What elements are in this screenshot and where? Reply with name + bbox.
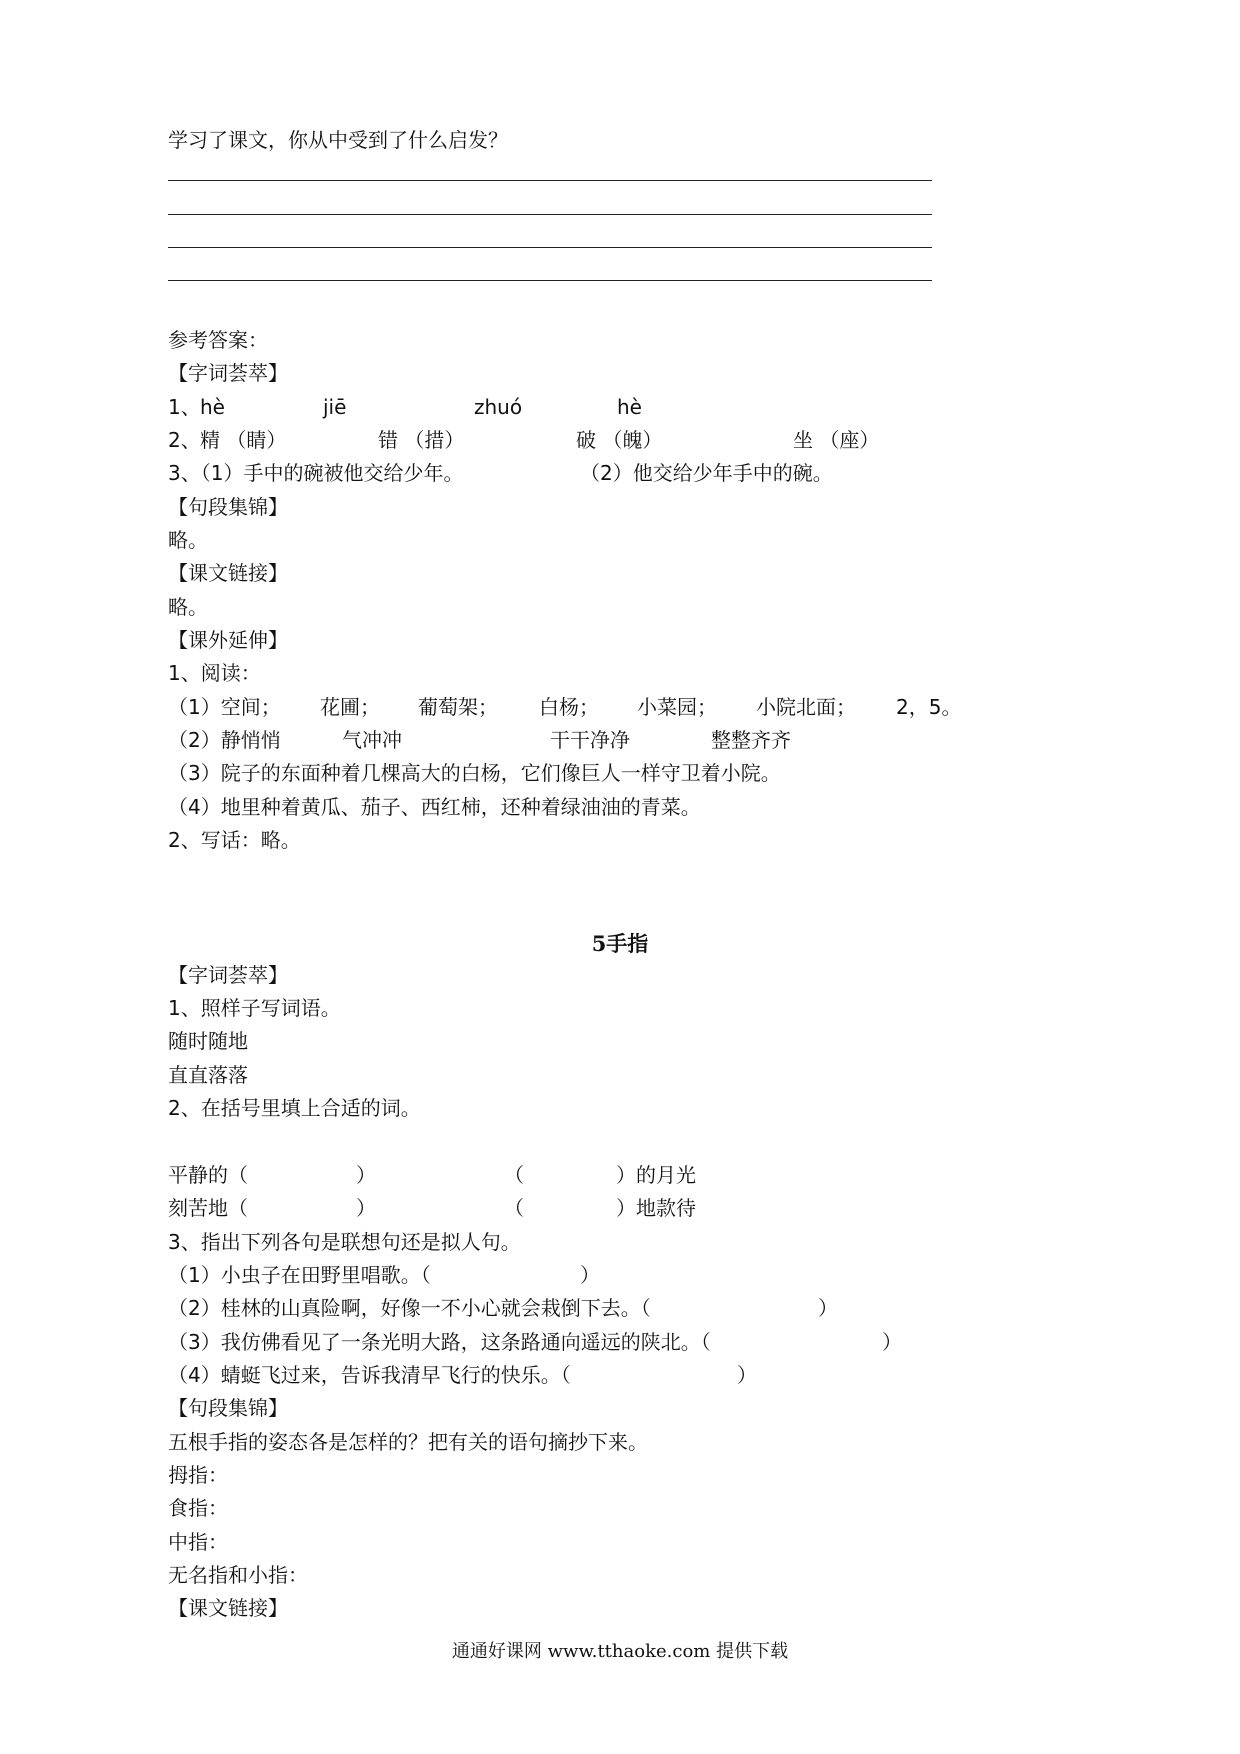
reading-answer-2: 气冲冲 [342, 728, 402, 752]
writing-answer: 2、写话：略。 [168, 828, 301, 852]
reading-answer-2: 干干净净 [550, 728, 630, 752]
fill-blank-2b: ） [356, 1196, 376, 1220]
pinyin-answer: hè [617, 395, 642, 419]
fill-blank-1b: ） [356, 1163, 376, 1187]
sentence-1-close: ） [580, 1263, 600, 1287]
section-heading: 【字词荟萃】 [168, 963, 288, 987]
writing-line [168, 214, 932, 215]
reading-answer-1: 白杨； [539, 695, 599, 719]
char-answer: 坐 （座） [793, 428, 880, 452]
pinyin-answer: hè [200, 395, 225, 419]
page-footer: 通通好课网 www.tthaoke.com 提供下载 [451, 1641, 789, 1662]
sentence-2-close: ） [818, 1296, 838, 1320]
reading-answer-1: （1）空间； [168, 695, 281, 719]
question-3: 3、指出下列各句是联想句还是拟人句。 [168, 1230, 521, 1254]
reading-answer-2: （2）静悄悄 [168, 728, 281, 752]
pinyin-answer: zhuó [474, 395, 523, 419]
writing-line [168, 280, 932, 281]
fill-blank-2c: （ [504, 1196, 524, 1220]
reading-answer-1: 葡萄架； [418, 695, 498, 719]
answer-3b: （2）他交给少年手中的碗。 [580, 461, 833, 485]
question-1: 1、照样子写词语。 [168, 996, 341, 1020]
section-heading: 【课外延伸】 [168, 628, 288, 652]
char-answer: 精 （睛） [200, 428, 287, 452]
reading-answer-4: （4）地里种着黄瓜、茄子、西红柿，还种着绿油油的青菜。 [168, 795, 701, 819]
section-heading: 【句段集锦】 [168, 1396, 288, 1420]
ring-little-finger-label: 无名指和小指： [168, 1563, 308, 1587]
question-4: 五根手指的姿态各是怎样的？把有关的语句摘抄下来。 [168, 1430, 648, 1454]
fill-blank-1a: 平静的（ [168, 1163, 248, 1187]
answer-3a: 3、（1）手中的碗被他交给少年。 [168, 461, 464, 485]
thumb-label: 拇指： [168, 1463, 228, 1487]
section-heading: 【字词荟萃】 [168, 361, 288, 385]
reflection-prompt: 学习了课文，你从中受到了什么启发？ [168, 128, 508, 152]
section-heading: 【课文链接】 [168, 561, 288, 585]
char-answer: 错 （措） [378, 428, 465, 452]
example-word: 直直落落 [168, 1063, 248, 1087]
reading-answer-1: 花圃； [320, 695, 380, 719]
reading-answer-1: 小菜园； [637, 695, 717, 719]
writing-line [168, 180, 932, 181]
fill-blank-2d: ）地款待 [616, 1196, 696, 1220]
answers-heading: 参考答案： [168, 328, 268, 352]
reading-answer-3: （3）院子的东面种着几棵高大的白杨，它们像巨人一样守卫着小院。 [168, 761, 781, 785]
reading-answer-2: 整整齐齐 [711, 728, 791, 752]
section-heading: 【句段集锦】 [168, 495, 288, 519]
sentence-4: （4）蜻蜓飞过来，告诉我清早飞行的快乐。（ [168, 1363, 571, 1387]
writing-line [168, 247, 932, 248]
char-answer: 破 （魄） [576, 428, 663, 452]
index-finger-label: 食指： [168, 1496, 228, 1520]
sentence-3-close: ） [882, 1330, 902, 1354]
middle-finger-label: 中指： [168, 1530, 228, 1554]
fill-blank-1c: （ [504, 1163, 524, 1187]
reading-label: 1、阅读： [168, 661, 261, 685]
example-word: 随时随地 [168, 1029, 248, 1053]
answer-2-label: 2、 [168, 428, 201, 452]
sentence-1: （1）小虫子在田野里唱歌。（ [168, 1263, 431, 1287]
fill-blank-1d: ）的月光 [616, 1163, 696, 1187]
sentence-3: （3）我仿佛看见了一条光明大路，这条路通向遥远的陕北。（ [168, 1330, 711, 1354]
question-2: 2、在括号里填上合适的词。 [168, 1096, 421, 1120]
fill-blank-2a: 刻苦地（ [168, 1196, 248, 1220]
sentence-2: （2）桂林的山真险啊，好像一不小心就会栽倒下去。（ [168, 1296, 651, 1320]
sentence-4-close: ） [737, 1363, 757, 1387]
answer-1-label: 1、 [168, 395, 201, 419]
reading-answer-1: 小院北面； [756, 695, 856, 719]
section-heading: 【课文链接】 [168, 1596, 288, 1620]
omitted-answer: 略。 [168, 528, 208, 552]
lesson-title: 5手指 [591, 931, 649, 956]
omitted-answer: 略。 [168, 595, 208, 619]
pinyin-answer: jiē [323, 395, 347, 419]
reading-answer-1: 2，5。 [896, 695, 962, 719]
